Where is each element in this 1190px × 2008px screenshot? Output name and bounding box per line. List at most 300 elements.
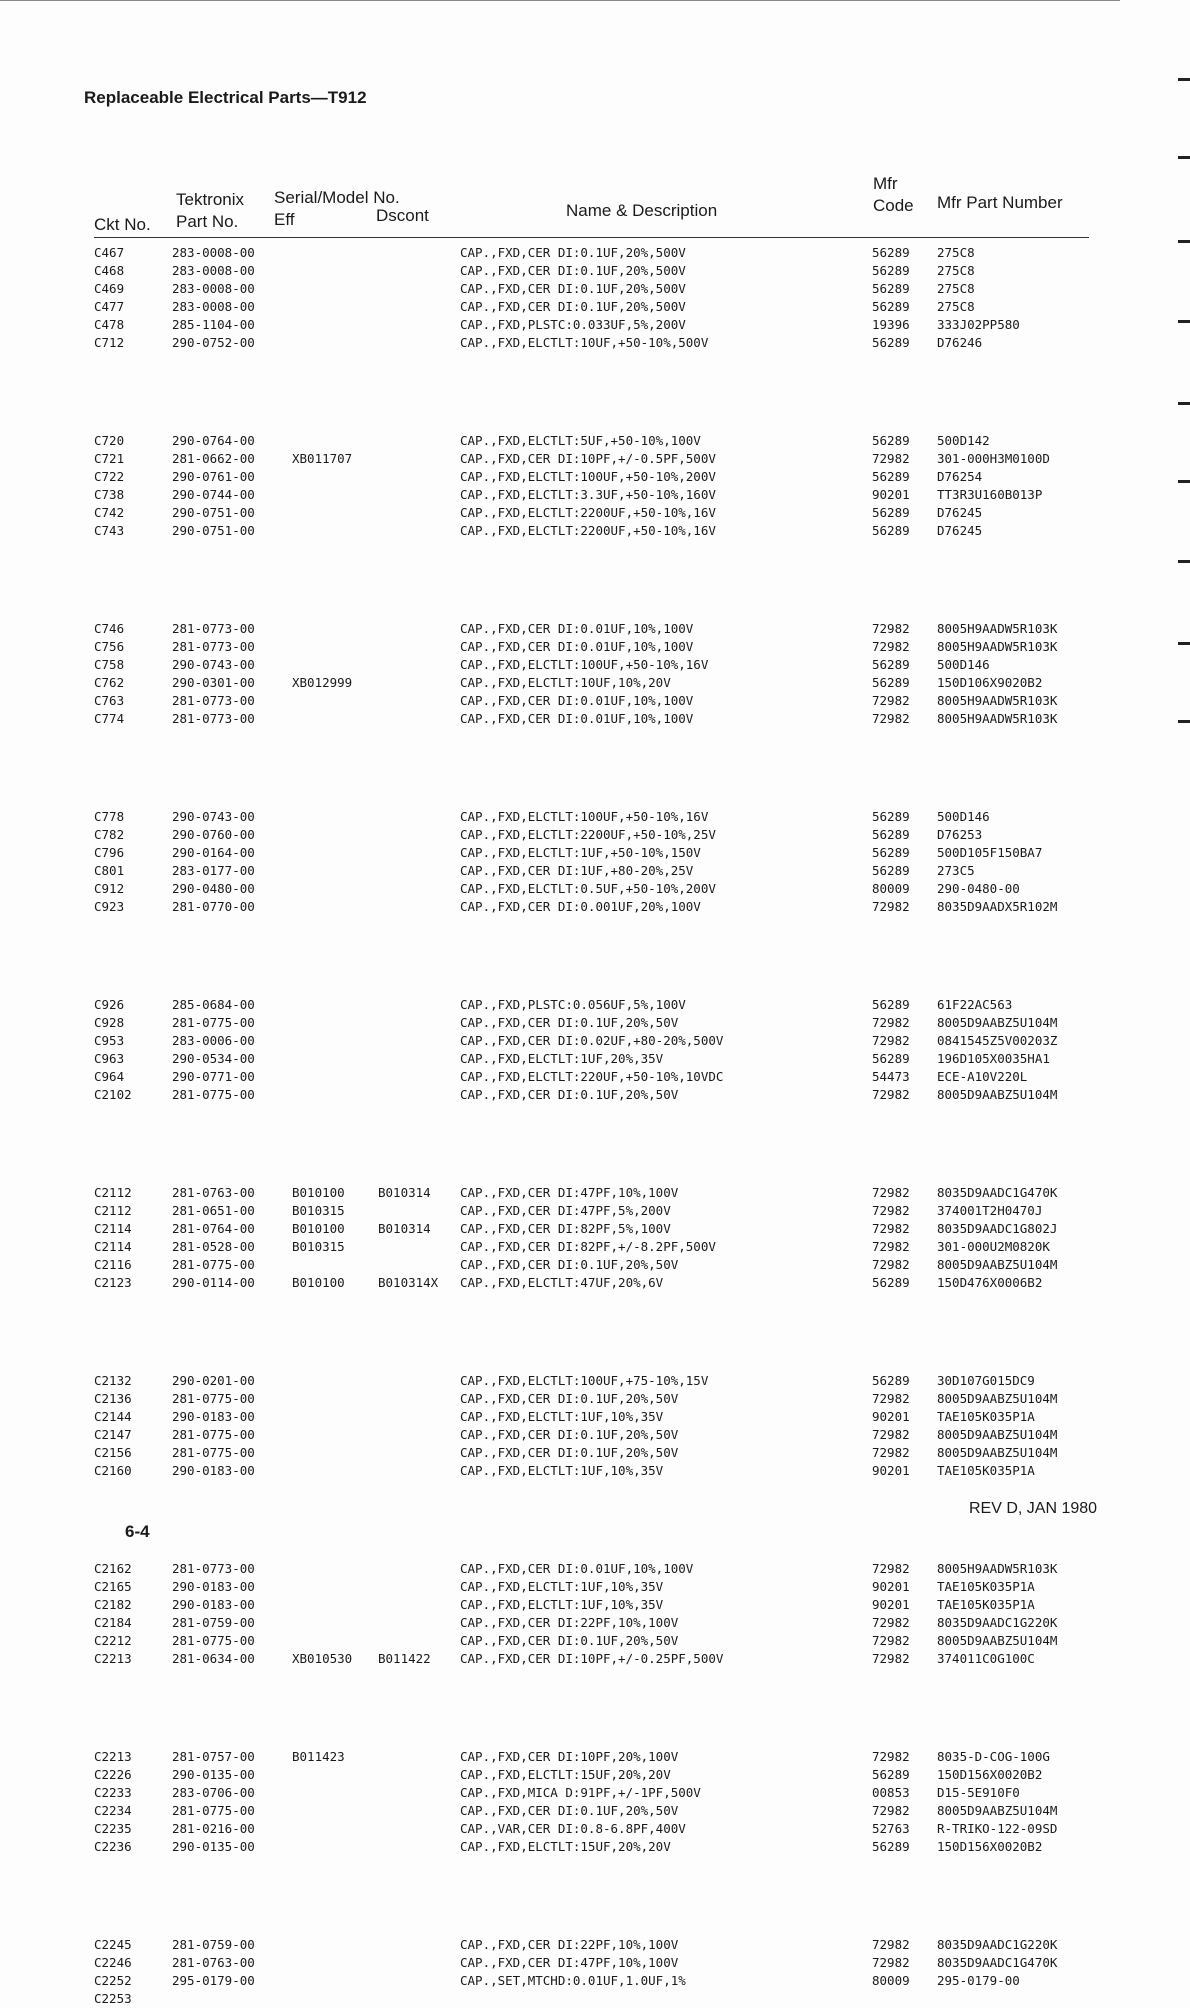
mfr-code-cell: 54473 — [872, 1069, 910, 1084]
mfr-code-cell: 72982 — [872, 1391, 910, 1406]
mfr-part-number-cell: 374001T2H0470J — [937, 1203, 1043, 1218]
name-description-cell: CAP.,FXD,CER DI:10PF,+/-0.25PF,500V — [460, 1651, 724, 1666]
part-no-cell: 281-0773-00 — [172, 621, 255, 636]
name-description-cell: CAP.,FXD,CER DI:10PF,+/-0.5PF,500V — [460, 451, 716, 466]
mfr-code-cell: 56289 — [872, 335, 910, 350]
part-no-cell: 290-0744-00 — [172, 487, 255, 502]
name-description-cell: CAP.,FXD,CER DI:0.1UF,20%,500V — [460, 245, 686, 260]
table-row — [0, 1802, 1190, 1820]
ckt-no-cell: C2147 — [94, 1427, 132, 1442]
table-row — [0, 638, 1190, 656]
mfr-code-cell: 72982 — [872, 621, 910, 636]
ckt-no-cell: C743 — [94, 523, 125, 538]
name-description-cell: CAP.,FXD,ELCTLT:1UF,10%,35V — [460, 1463, 664, 1478]
mfr-code-cell: 72982 — [872, 1203, 910, 1218]
ckt-no-cell: C2116 — [94, 1257, 132, 1272]
mfr-part-number-cell: D76246 — [937, 335, 983, 350]
table-row — [0, 1650, 1190, 1668]
ckt-no-cell: C2236 — [94, 1839, 132, 1854]
mfr-code-cell: 80009 — [872, 1973, 910, 1988]
part-no-cell: 283-0008-00 — [172, 263, 255, 278]
eff-serial-cell: B011423 — [292, 1749, 345, 1764]
mfr-code-cell: 56289 — [872, 1051, 910, 1066]
mfr-part-number-cell: D76245 — [937, 505, 983, 520]
ckt-no-cell: C2245 — [94, 1937, 132, 1952]
table-row — [0, 710, 1190, 728]
mfr-part-number-cell: 30D107G015DC9 — [937, 1373, 1035, 1388]
mfr-code-cell: 56289 — [872, 433, 910, 448]
table-row — [0, 316, 1190, 334]
part-no-cell: 290-0183-00 — [172, 1409, 255, 1424]
name-description-cell: CAP.,FXD,ELCTLT:1UF,10%,35V — [460, 1597, 664, 1612]
name-description-cell: CAP.,FXD,CER DI:0.1UF,20%,50V — [460, 1445, 679, 1460]
table-row — [0, 1032, 1190, 1050]
mfr-part-number-cell: 333J02PP580 — [937, 317, 1020, 332]
part-no-cell: 290-0743-00 — [172, 657, 255, 672]
table-row — [0, 1014, 1190, 1032]
name-description-cell: CAP.,FXD,CER DI:0.1UF,20%,50V — [460, 1427, 679, 1442]
table-row — [0, 1202, 1190, 1220]
name-description-cell: CAP.,FXD,ELCTLT:100UF,+50-10%,200V — [460, 469, 716, 484]
name-description-cell: CAP.,FXD,ELCTLT:100UF,+75-10%,15V — [460, 1373, 709, 1388]
mfr-code-cell: 72982 — [872, 1185, 910, 1200]
name-description-cell: CAP.,FXD,CER DI:0.1UF,20%,500V — [460, 299, 686, 314]
part-no-cell: 281-0775-00 — [172, 1257, 255, 1272]
mfr-code-cell: 72982 — [872, 693, 910, 708]
ckt-no-cell: C756 — [94, 639, 125, 654]
table-row — [0, 898, 1190, 916]
mfr-code-cell: 56289 — [872, 845, 910, 860]
part-no-cell: 281-0773-00 — [172, 1561, 255, 1576]
name-description-cell: CAP.,FXD,ELCTLT:100UF,+50-10%,16V — [460, 809, 709, 824]
ckt-no-cell: C2246 — [94, 1955, 132, 1970]
mfr-part-number-cell: 8035D9AADX5R102M — [937, 899, 1058, 914]
page-number: 6-4 — [125, 1522, 150, 1541]
name-description-cell: CAP.,FXD,ELCTLT:1UF,20%,35V — [460, 1051, 664, 1066]
name-description-cell: CAP.,FXD,CER DI:22PF,10%,100V — [460, 1937, 679, 1952]
mfr-code-cell: 72982 — [872, 1015, 910, 1030]
header-serial-model: Serial/Model No. — [274, 188, 400, 207]
table-row — [0, 1990, 1190, 2008]
part-no-cell: 290-0751-00 — [172, 505, 255, 520]
table-row — [0, 1820, 1190, 1838]
part-no-cell: 281-0759-00 — [172, 1615, 255, 1630]
ckt-no-cell: C722 — [94, 469, 125, 484]
mfr-part-number-cell: TAE105K035P1A — [937, 1409, 1035, 1424]
mfr-code-cell: 72982 — [872, 1087, 910, 1102]
name-description-cell: CAP.,FXD,ELCTLT:47UF,20%,6V — [460, 1275, 664, 1290]
table-row — [0, 1596, 1190, 1614]
part-no-cell: 281-0775-00 — [172, 1391, 255, 1406]
name-description-cell: CAP.,FXD,CER DI:0.01UF,10%,100V — [460, 1561, 694, 1576]
table-row — [0, 486, 1190, 504]
mfr-part-number-cell: 275C8 — [937, 245, 975, 260]
ckt-no-cell: C912 — [94, 881, 125, 896]
mfr-part-number-cell: 8005D9AABZ5U104M — [937, 1427, 1058, 1442]
table-row — [0, 1408, 1190, 1426]
dscont-serial-cell: B010314X — [378, 1275, 439, 1290]
mfr-part-number-cell: 8005D9AABZ5U104M — [937, 1633, 1058, 1648]
mfr-code-cell: 90201 — [872, 1409, 910, 1424]
ckt-no-cell: C963 — [94, 1051, 125, 1066]
eff-serial-cell: B010100 — [292, 1185, 345, 1200]
ckt-no-cell: C2162 — [94, 1561, 132, 1576]
name-description-cell: CAP.,FXD,MICA D:91PF,+/-1PF,500V — [460, 1785, 701, 1800]
mfr-part-number-cell: 0841545Z5V00203Z — [937, 1033, 1058, 1048]
part-no-cell: 290-0534-00 — [172, 1051, 255, 1066]
mfr-code-cell: 19396 — [872, 317, 910, 332]
mfr-part-number-cell: R-TRIKO-122-09SD — [937, 1821, 1058, 1836]
name-description-cell: CAP.,FXD,CER DI:0.01UF,10%,100V — [460, 639, 694, 654]
table-row — [0, 1050, 1190, 1068]
eff-serial-cell: XB012999 — [292, 675, 353, 690]
table-row — [0, 450, 1190, 468]
table-row — [0, 1462, 1190, 1480]
eff-serial-cell: B010100 — [292, 1275, 345, 1290]
mfr-code-cell: 72982 — [872, 1427, 910, 1442]
mfr-code-cell: 56289 — [872, 505, 910, 520]
ckt-no-cell: C469 — [94, 281, 125, 296]
ckt-no-cell: C758 — [94, 657, 125, 672]
mfr-part-number-cell: 8005D9AABZ5U104M — [937, 1391, 1058, 1406]
table-row — [0, 504, 1190, 522]
table-row — [0, 1086, 1190, 1104]
name-description-cell: CAP.,FXD,CER DI:0.01UF,10%,100V — [460, 693, 694, 708]
mfr-code-cell: 72982 — [872, 1651, 910, 1666]
mfr-part-number-cell: TAE105K035P1A — [937, 1597, 1035, 1612]
name-description-cell: CAP.,FXD,ELCTLT:10UF,+50-10%,500V — [460, 335, 709, 350]
part-no-cell: 295-0179-00 — [172, 1973, 255, 1988]
ckt-no-cell: C721 — [94, 451, 125, 466]
ckt-no-cell: C796 — [94, 845, 125, 860]
ckt-no-cell: C742 — [94, 505, 125, 520]
name-description-cell: CAP.,FXD,CER DI:0.001UF,20%,100V — [460, 899, 701, 914]
mfr-part-number-cell: 8035D9AADC1G470K — [937, 1185, 1058, 1200]
part-no-cell: 281-0759-00 — [172, 1937, 255, 1952]
table-row — [0, 1936, 1190, 1954]
mfr-part-number-cell: 150D156X0020B2 — [937, 1767, 1043, 1782]
name-description-cell: CAP.,FXD,ELCTLT:15UF,20%,20V — [460, 1767, 671, 1782]
ckt-no-cell: C478 — [94, 317, 125, 332]
part-no-cell: 283-0008-00 — [172, 299, 255, 314]
ckt-no-cell: C2102 — [94, 1087, 132, 1102]
ckt-no-cell: C468 — [94, 263, 125, 278]
table-row — [0, 468, 1190, 486]
mfr-part-number-cell: D76245 — [937, 523, 983, 538]
name-description-cell: CAP.,FXD,CER DI:0.1UF,20%,50V — [460, 1087, 679, 1102]
part-no-cell: 281-0528-00 — [172, 1239, 255, 1254]
mfr-part-number-cell: 8005D9AABZ5U104M — [937, 1445, 1058, 1460]
mfr-code-cell: 72982 — [872, 1257, 910, 1272]
part-no-cell: 290-0760-00 — [172, 827, 255, 842]
mfr-code-cell: 90201 — [872, 1463, 910, 1478]
dscont-serial-cell: B011422 — [378, 1651, 431, 1666]
name-description-cell: CAP.,FXD,CER DI:0.1UF,20%,50V — [460, 1803, 679, 1818]
ckt-no-cell: C762 — [94, 675, 125, 690]
part-no-cell: 281-0775-00 — [172, 1633, 255, 1648]
mfr-code-cell: 72982 — [872, 1445, 910, 1460]
ckt-no-cell: C2182 — [94, 1597, 132, 1612]
name-description-cell: CAP.,FXD,ELCTLT:2200UF,+50-10%,16V — [460, 523, 716, 538]
mfr-code-cell: 72982 — [872, 1615, 910, 1630]
mfr-code-cell: 56289 — [872, 281, 910, 296]
ckt-no-cell: C746 — [94, 621, 125, 636]
header-mfr: Mfr — [873, 174, 898, 193]
name-description-cell: CAP.,FXD,CER DI:0.1UF,20%,50V — [460, 1633, 679, 1648]
ckt-no-cell: C2136 — [94, 1391, 132, 1406]
mfr-part-number-cell: 500D146 — [937, 809, 990, 824]
mfr-code-cell: 72982 — [872, 1803, 910, 1818]
mfr-code-cell: 80009 — [872, 881, 910, 896]
mfr-part-number-cell: 275C8 — [937, 263, 975, 278]
mfr-part-number-cell: 8005D9AABZ5U104M — [937, 1015, 1058, 1030]
eff-serial-cell: B010315 — [292, 1203, 345, 1218]
name-description-cell: CAP.,FXD,CER DI:47PF,10%,100V — [460, 1955, 679, 1970]
mfr-code-cell: 56289 — [872, 997, 910, 1012]
part-no-cell: 290-0135-00 — [172, 1767, 255, 1782]
ckt-no-cell: C712 — [94, 335, 125, 350]
mfr-part-number-cell: 295-0179-00 — [937, 1973, 1020, 1988]
table-row — [0, 808, 1190, 826]
ckt-no-cell: C2112 — [94, 1185, 132, 1200]
table-row — [0, 844, 1190, 862]
name-description-cell: CAP.,FXD,CER DI:0.1UF,20%,50V — [460, 1391, 679, 1406]
ckt-no-cell: C2132 — [94, 1373, 132, 1388]
table-row — [0, 1954, 1190, 1972]
ckt-no-cell: C2213 — [94, 1749, 132, 1764]
name-description-cell: CAP.,FXD,PLSTC:0.056UF,5%,100V — [460, 997, 686, 1012]
mfr-code-cell: 52763 — [872, 1821, 910, 1836]
table-row — [0, 1560, 1190, 1578]
ckt-no-cell: C953 — [94, 1033, 125, 1048]
mfr-part-number-cell: 301-000H3M0100D — [937, 451, 1050, 466]
table-row — [0, 1372, 1190, 1390]
part-no-cell: 281-0216-00 — [172, 1821, 255, 1836]
table-row — [0, 280, 1190, 298]
ckt-no-cell: C2160 — [94, 1463, 132, 1478]
mfr-code-cell: 56289 — [872, 657, 910, 672]
ckt-no-cell: C2252 — [94, 1973, 132, 1988]
mfr-part-number-cell: 301-000U2M0820K — [937, 1239, 1050, 1254]
part-no-cell: 281-0764-00 — [172, 1221, 255, 1236]
part-no-cell: 281-0634-00 — [172, 1651, 255, 1666]
part-no-cell: 290-0752-00 — [172, 335, 255, 350]
mfr-code-cell: 72982 — [872, 639, 910, 654]
name-description-cell: CAP.,FXD,CER DI:22PF,10%,100V — [460, 1615, 679, 1630]
part-no-cell: 290-0114-00 — [172, 1275, 255, 1290]
name-description-cell: CAP.,FXD,ELCTLT:100UF,+50-10%,16V — [460, 657, 709, 672]
mfr-part-number-cell: TAE105K035P1A — [937, 1463, 1035, 1478]
mfr-part-number-cell: 8035D9AADC1G802J — [937, 1221, 1058, 1236]
mfr-code-cell: 72982 — [872, 451, 910, 466]
mfr-part-number-cell: 8005H9AADW5R103K — [937, 711, 1058, 726]
table-row — [0, 298, 1190, 316]
table-row — [0, 522, 1190, 540]
table-row — [0, 1256, 1190, 1274]
mfr-code-cell: 90201 — [872, 1579, 910, 1594]
mfr-code-cell: 56289 — [872, 809, 910, 824]
ckt-no-cell: C926 — [94, 997, 125, 1012]
name-description-cell: CAP.,FXD,CER DI:82PF,5%,100V — [460, 1221, 671, 1236]
dscont-serial-cell: B010314 — [378, 1185, 431, 1200]
table-row — [0, 1784, 1190, 1802]
part-no-cell: 281-0651-00 — [172, 1203, 255, 1218]
name-description-cell: CAP.,FXD,CER DI:0.1UF,20%,500V — [460, 281, 686, 296]
ckt-no-cell: C774 — [94, 711, 125, 726]
mfr-part-number-cell: 8005H9AADW5R103K — [937, 639, 1058, 654]
mfr-code-cell: 56289 — [872, 1767, 910, 1782]
part-no-cell: 290-0480-00 — [172, 881, 255, 896]
header-name-description: Name & Description — [566, 201, 718, 220]
part-no-cell: 281-0662-00 — [172, 451, 255, 466]
ckt-no-cell: C763 — [94, 693, 125, 708]
mfr-code-cell: 72982 — [872, 711, 910, 726]
eff-serial-cell: XB011707 — [292, 451, 353, 466]
part-no-cell: 283-0706-00 — [172, 1785, 255, 1800]
ckt-no-cell: C923 — [94, 899, 125, 914]
name-description-cell: CAP.,FXD,ELCTLT:1UF,10%,35V — [460, 1409, 664, 1424]
mfr-code-cell: 72982 — [872, 1633, 910, 1648]
mfr-part-number-cell: 374011C0G100C — [937, 1651, 1035, 1666]
table-row — [0, 1838, 1190, 1856]
table-row — [0, 692, 1190, 710]
mfr-part-number-cell: 150D106X9020B2 — [937, 675, 1043, 690]
table-row — [0, 656, 1190, 674]
name-description-cell: CAP.,VAR,CER DI:0.8-6.8PF,400V — [460, 1821, 686, 1836]
table-row — [0, 1068, 1190, 1086]
header-tektronix: Tektronix — [176, 190, 245, 209]
mfr-part-number-cell: 150D156X0020B2 — [937, 1839, 1043, 1854]
table-row — [0, 826, 1190, 844]
name-description-cell: CAP.,FXD,ELCTLT:2200UF,+50-10%,25V — [460, 827, 716, 842]
table-row — [0, 1632, 1190, 1650]
header-mfr-part-number: Mfr Part Number — [937, 193, 1063, 212]
ckt-no-cell: C2212 — [94, 1633, 132, 1648]
name-description-cell: CAP.,FXD,CER DI:47PF,5%,200V — [460, 1203, 671, 1218]
mfr-part-number-cell: 500D146 — [937, 657, 990, 672]
mfr-part-number-cell: 500D142 — [937, 433, 990, 448]
mfr-part-number-cell: 8005D9AABZ5U104M — [937, 1803, 1058, 1818]
part-no-cell: 290-0761-00 — [172, 469, 255, 484]
name-description-cell: CAP.,FXD,CER DI:0.01UF,10%,100V — [460, 711, 694, 726]
mfr-part-number-cell: 8035-D-COG-100G — [937, 1749, 1050, 1764]
ckt-no-cell: C778 — [94, 809, 125, 824]
name-description-cell: CAP.,FXD,ELCTLT:0.5UF,+50-10%,200V — [460, 881, 716, 896]
table-row — [0, 244, 1190, 262]
table-row — [0, 1426, 1190, 1444]
ckt-no-cell: C2234 — [94, 1803, 132, 1818]
mfr-code-cell: 90201 — [872, 487, 910, 502]
ckt-no-cell: C2114 — [94, 1239, 132, 1254]
mfr-part-number-cell: D76253 — [937, 827, 983, 842]
mfr-code-cell: 56289 — [872, 263, 910, 278]
table-row — [0, 1444, 1190, 1462]
part-no-cell: 281-0763-00 — [172, 1185, 255, 1200]
mfr-code-cell: 72982 — [872, 1937, 910, 1952]
table-row — [0, 1238, 1190, 1256]
ckt-no-cell: C2233 — [94, 1785, 132, 1800]
ckt-no-cell: C2226 — [94, 1767, 132, 1782]
mfr-code-cell: 56289 — [872, 1275, 910, 1290]
mfr-code-cell: 72982 — [872, 1221, 910, 1236]
table-row — [0, 880, 1190, 898]
eff-serial-cell: B010100 — [292, 1221, 345, 1236]
ckt-no-cell: C2235 — [94, 1821, 132, 1836]
mfr-code-cell: 56289 — [872, 1373, 910, 1388]
table-row — [0, 1578, 1190, 1596]
ckt-no-cell: C2156 — [94, 1445, 132, 1460]
mfr-code-cell: 56289 — [872, 469, 910, 484]
mfr-code-cell: 56289 — [872, 863, 910, 878]
mfr-part-number-cell: 8005H9AADW5R103K — [937, 1561, 1058, 1576]
name-description-cell: CAP.,FXD,ELCTLT:5UF,+50-10%,100V — [460, 433, 701, 448]
ckt-no-cell: C2165 — [94, 1579, 132, 1594]
mfr-code-cell: 56289 — [872, 675, 910, 690]
mfr-part-number-cell: 8035D9AADC1G470K — [937, 1955, 1058, 1970]
ckt-no-cell: C2114 — [94, 1221, 132, 1236]
table-row — [0, 1748, 1190, 1766]
name-description-cell: CAP.,FXD,ELCTLT:15UF,20%,20V — [460, 1839, 671, 1854]
name-description-cell: CAP.,SET,MTCHD:0.01UF,1.0UF,1% — [460, 1973, 686, 1988]
part-no-cell: 290-0183-00 — [172, 1463, 255, 1478]
mfr-part-number-cell: 150D476X0006B2 — [937, 1275, 1043, 1290]
name-description-cell: CAP.,FXD,ELCTLT:220UF,+50-10%,10VDC — [460, 1069, 724, 1084]
table-row — [0, 1972, 1190, 1990]
header-part-no: Part No. — [176, 212, 239, 231]
mfr-code-cell: 56289 — [872, 245, 910, 260]
ckt-no-cell: C2144 — [94, 1409, 132, 1424]
mfr-part-number-cell: ECE-A10V220L — [937, 1069, 1028, 1084]
name-description-cell: CAP.,FXD,CER DI:10PF,20%,100V — [460, 1749, 679, 1764]
part-no-cell: 283-0008-00 — [172, 245, 255, 260]
ckt-no-cell: C477 — [94, 299, 125, 314]
ckt-no-cell: C782 — [94, 827, 125, 842]
mfr-code-cell: 72982 — [872, 899, 910, 914]
part-no-cell: 281-0770-00 — [172, 899, 255, 914]
part-no-cell: 290-0771-00 — [172, 1069, 255, 1084]
page-title: Replaceable Electrical Parts—T912 — [84, 88, 367, 107]
name-description-cell: CAP.,FXD,CER DI:0.1UF,20%,500V — [460, 263, 686, 278]
table-row — [0, 1184, 1190, 1202]
table-row — [0, 674, 1190, 692]
part-no-cell: 281-0775-00 — [172, 1803, 255, 1818]
top-edge-line — [0, 0, 1120, 1]
mfr-part-number-cell: 275C8 — [937, 299, 975, 314]
header-rule — [94, 237, 1089, 238]
table-row — [0, 262, 1190, 280]
ckt-no-cell: C738 — [94, 487, 125, 502]
table-row — [0, 1274, 1190, 1292]
mfr-part-number-cell: 8035D9AADC1G220K — [937, 1615, 1058, 1630]
mfr-part-number-cell: 8005D9AABZ5U104M — [937, 1257, 1058, 1272]
part-no-cell: 290-0183-00 — [172, 1597, 255, 1612]
name-description-cell: CAP.,FXD,CER DI:1UF,+80-20%,25V — [460, 863, 694, 878]
mfr-code-cell: 56289 — [872, 299, 910, 314]
table-row — [0, 862, 1190, 880]
part-no-cell: 281-0775-00 — [172, 1015, 255, 1030]
ckt-no-cell: C801 — [94, 863, 125, 878]
mfr-code-cell: 72982 — [872, 1955, 910, 1970]
part-no-cell: 281-0763-00 — [172, 1955, 255, 1970]
mfr-code-cell: 00853 — [872, 1785, 910, 1800]
table-row — [0, 334, 1190, 352]
ckt-no-cell: C2213 — [94, 1651, 132, 1666]
name-description-cell: CAP.,FXD,ELCTLT:3.3UF,+50-10%,160V — [460, 487, 716, 502]
mfr-code-cell: 56289 — [872, 827, 910, 842]
name-description-cell: CAP.,FXD,CER DI:0.1UF,20%,50V — [460, 1257, 679, 1272]
eff-serial-cell: B010315 — [292, 1239, 345, 1254]
part-no-cell: 283-0006-00 — [172, 1033, 255, 1048]
